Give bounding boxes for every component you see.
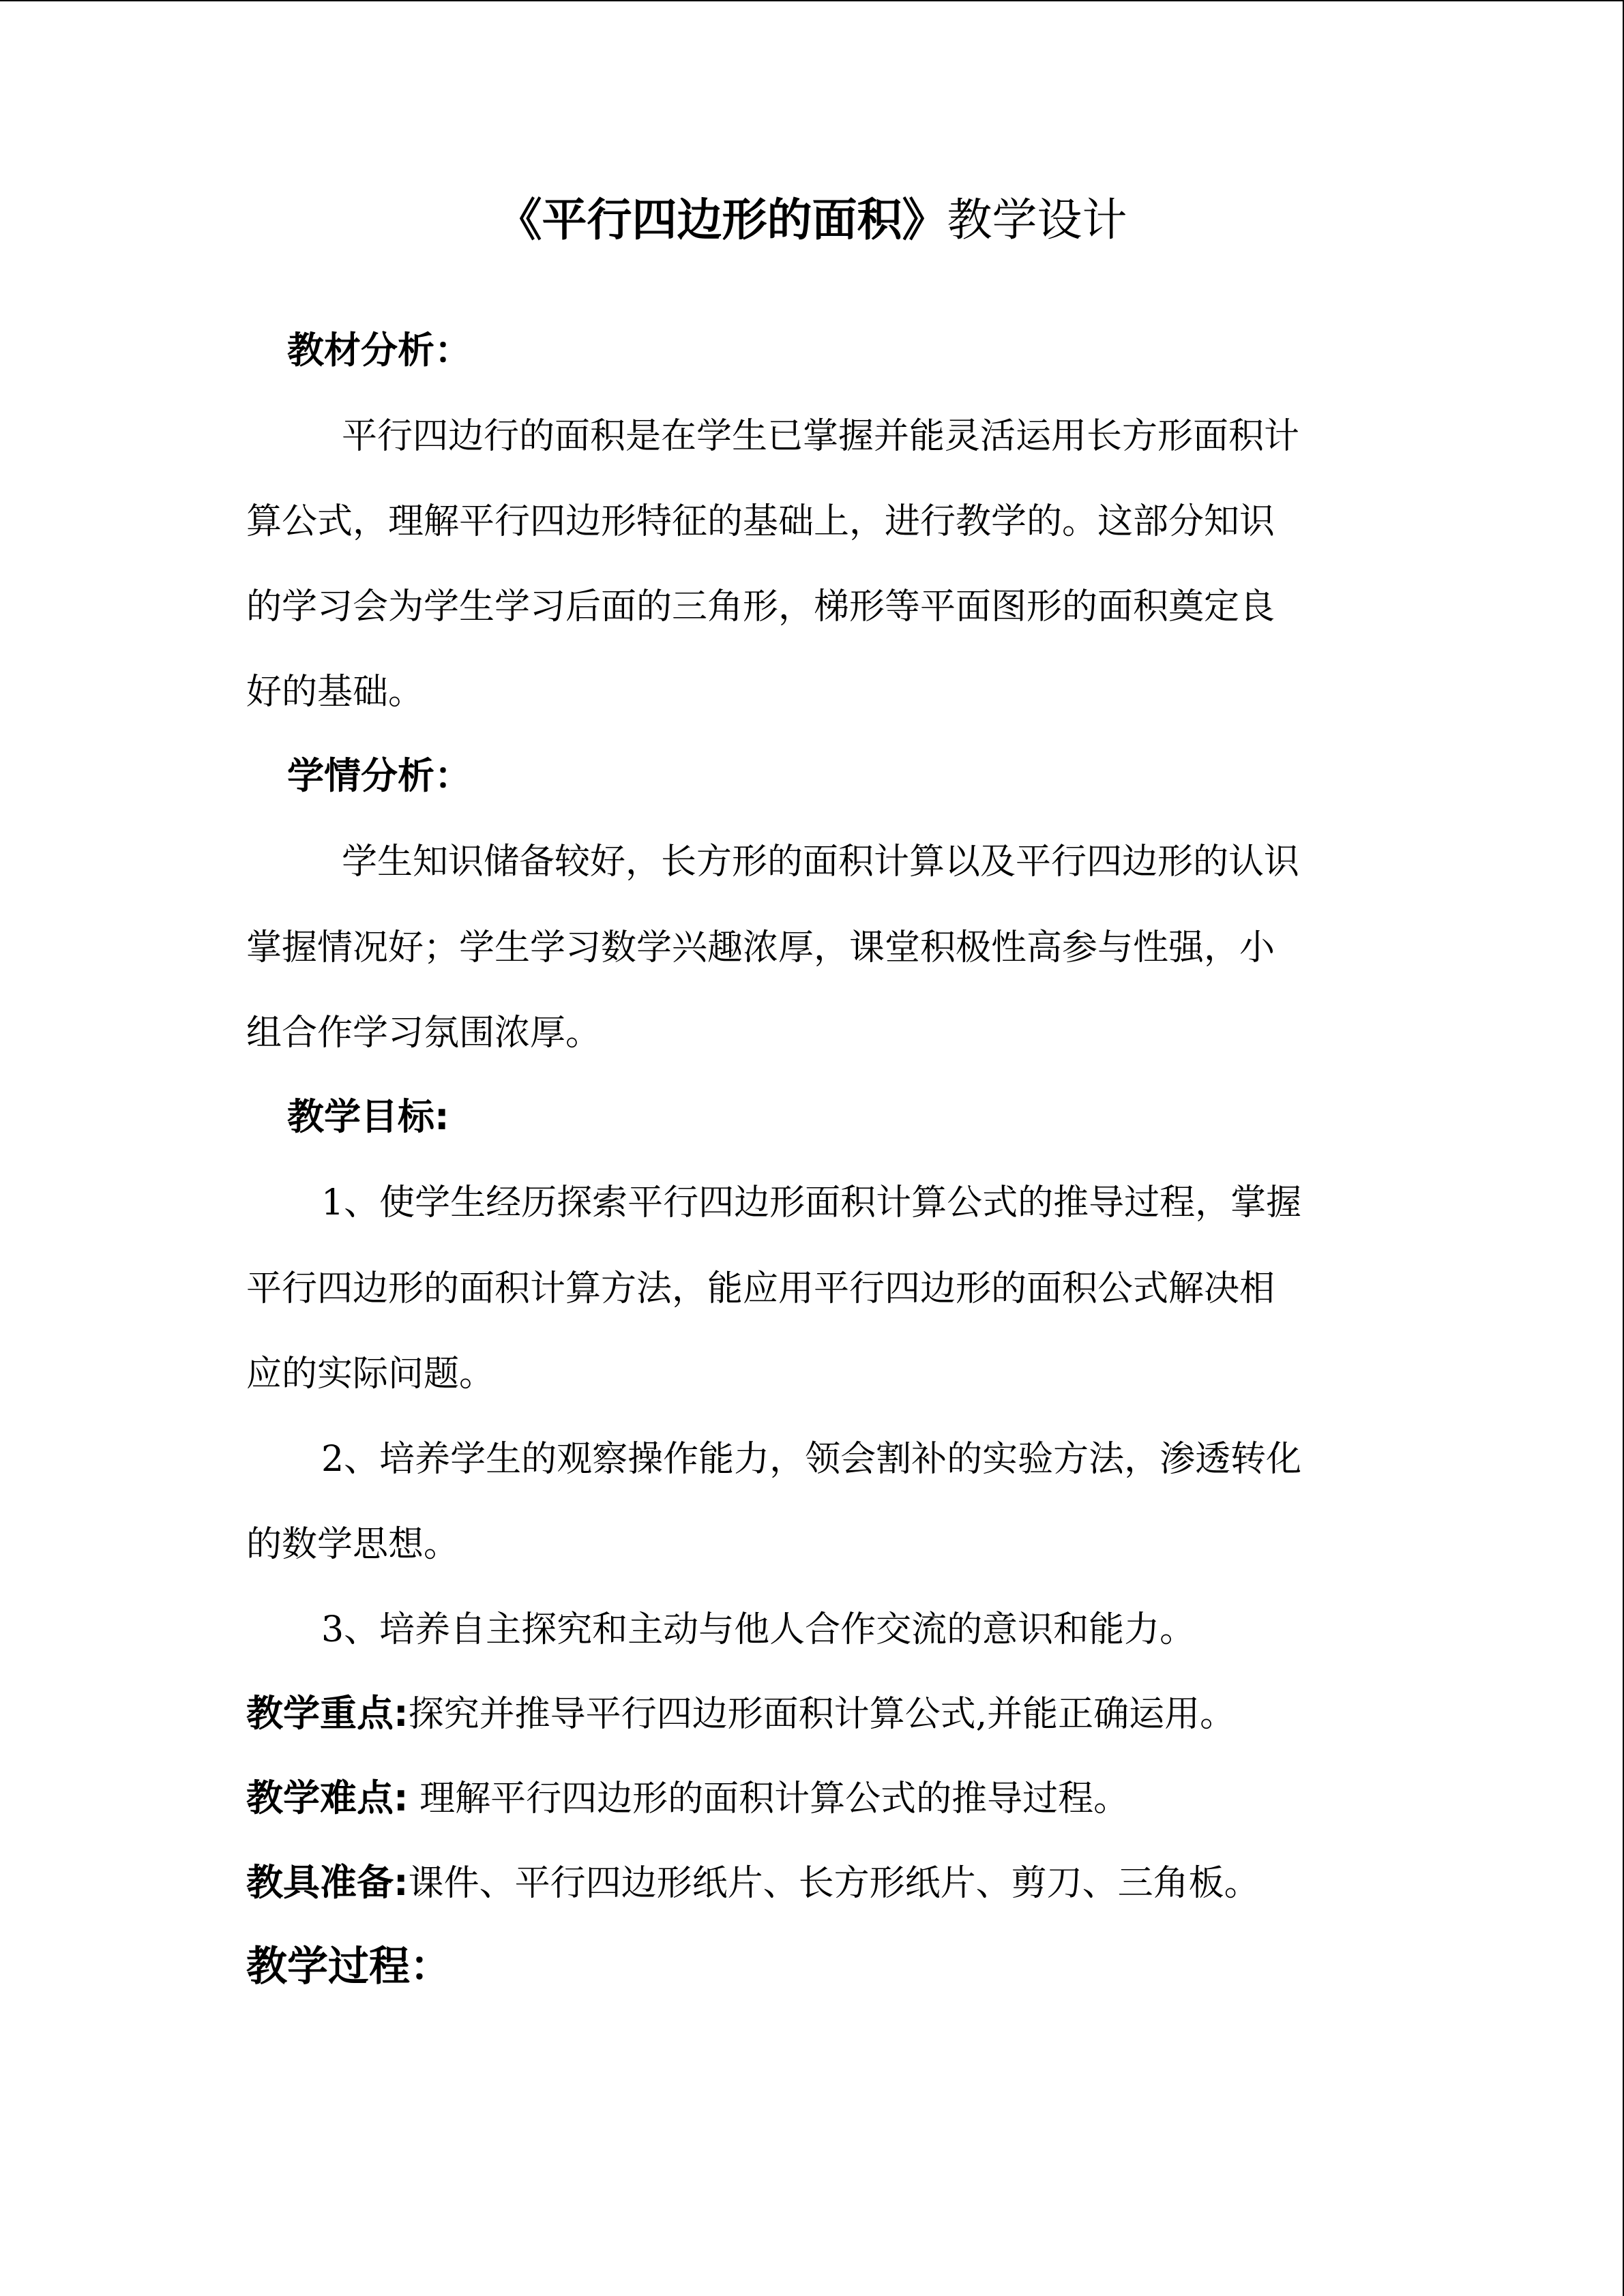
material-analysis-line-2: 算公式，理解平行四边形特征的基础上，进行教学的。这部分知识 (246, 501, 1275, 542)
material-analysis-heading: 教材分析： (287, 329, 471, 372)
difficulty-row (246, 1774, 1129, 1823)
title-normal-part: 教学设计 (947, 194, 1127, 246)
goal-2-line-2: 的数学思想。 (246, 1524, 460, 1565)
materials-text: 课件、平行四边形纸片、长方形纸片、剪刀、三角板。 (408, 1863, 1260, 1904)
difficulty-text: 理解平行四边形的面积计算公式的推导过程。 (408, 1778, 1130, 1819)
title-bold-part: 《平行四边形的面积》 (497, 194, 947, 246)
materials-row (246, 1858, 1260, 1908)
key-point-label: 教学重点: (246, 1692, 409, 1735)
goal-2-line-1: 2、培养学生的观察操作能力，领会割补的实验方法，渗透转化 (321, 1439, 1302, 1480)
teaching-process-heading: 教学过程： (246, 1943, 451, 1991)
material-analysis-line-3: 的学习会为学生学习后面的三角形，梯形等平面图形的面积奠定良 (246, 586, 1275, 627)
student-analysis-line-3: 组合作学习氛围浓厚。 (246, 1013, 602, 1054)
material-analysis-line-4: 好的基础。 (246, 672, 424, 713)
document-title (0, 190, 1624, 251)
material-analysis-line-1: 平行四边行的面积是在学生已掌握并能灵活运用长方形面积计 (342, 416, 1300, 457)
materials-label: 教具准备: (246, 1861, 409, 1904)
difficulty-label: 教学难点: (246, 1776, 409, 1819)
student-analysis-line-1: 学生知识储备较好，长方形的面积计算以及平行四边形的认识 (342, 841, 1300, 882)
goal-1-line-1: 1、使学生经历探索平行四边形面积计算公式的推导过程，掌握 (321, 1182, 1302, 1223)
student-analysis-line-2: 掌握情况好；学生学习数学兴趣浓厚，课堂积极性高参与性强，小 (246, 927, 1275, 968)
key-point-row (246, 1689, 1235, 1739)
goal-1-line-2: 平行四边形的面积计算方法，能应用平行四边形的面积公式解决相 (246, 1268, 1275, 1309)
student-analysis-heading: 学情分析： (287, 754, 471, 797)
teaching-goals-heading: 教学目标: (287, 1095, 449, 1138)
goal-1-line-3: 应的实际问题。 (246, 1354, 495, 1395)
key-point-text: 探究并推导平行四边形面积计算公式,并能正确运用。 (408, 1694, 1236, 1735)
goal-3-line: 3、培养自主探究和主动与他人合作交流的意识和能力。 (321, 1609, 1196, 1650)
